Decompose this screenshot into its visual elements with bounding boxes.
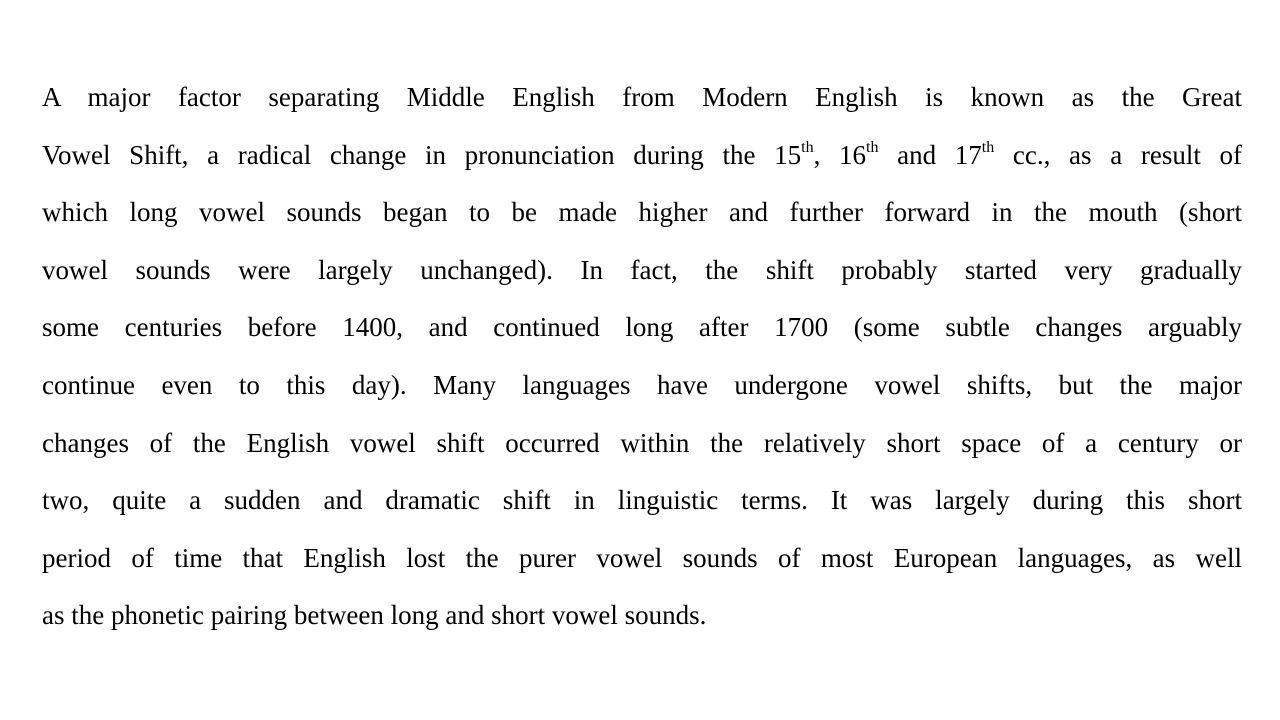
text-line (42, 127, 1242, 185)
text-line: vowel sounds were largely unchanged). In fact, the shift probably started very gradually (42, 254, 1242, 285)
superscript: th (981, 138, 995, 156)
text-run: and 17 (878, 139, 982, 170)
text-run: cc., as a result of (994, 139, 1243, 170)
text-line: two, quite a sudden and dramatic shift in linguistic terms. It was largely during this short (42, 485, 1242, 516)
text-line: as the phonetic pairing between long and short vowel sounds. (42, 600, 707, 631)
superscript: th (801, 138, 814, 156)
paragraph (42, 69, 1242, 645)
text-line: continue even to this day). Many languages have undergone vowel shifts, but the major (42, 369, 1242, 400)
text-line: A major factor separating Middle English from Modern English is known as the Great (42, 82, 1242, 112)
text-line: some centuries before 1400, and continued long after 1700 (some subtle changes arguably (42, 312, 1242, 343)
text-run: , 16 (813, 139, 866, 170)
text-line: which long vowel sounds began to be made higher and further forward in the mouth (short (42, 197, 1242, 228)
text-line: period of time that English lost the purer vowel sounds of most European languages, as well (42, 542, 1242, 573)
text-line: changes of the English vowel shift occurred within the relatively short space of a century or (42, 427, 1242, 458)
superscript: th (866, 138, 879, 156)
text-run: Vowel Shift, a radical change in pronunciation during the 15 (42, 139, 802, 170)
